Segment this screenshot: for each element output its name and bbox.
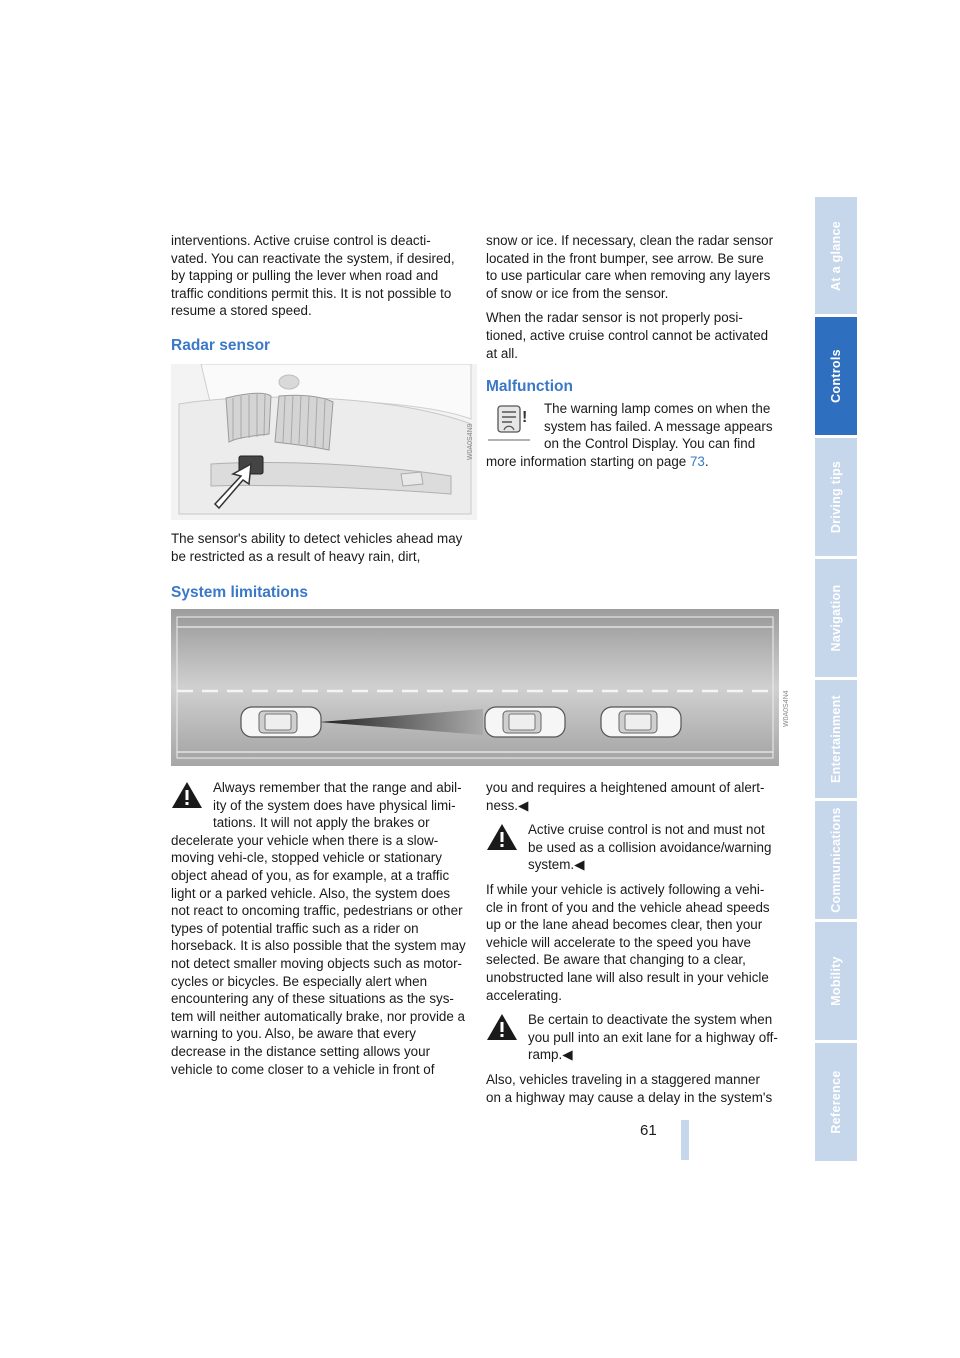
vehicle-far-ahead bbox=[601, 707, 681, 737]
malfunction-heading: Malfunction bbox=[486, 378, 573, 395]
cont-paragraph: snow or ice. If necessary, clean the radar sensor located in the front bumper, see arrow. Be sure to use particular care when removing any layers of snow or ice from the sensor. bbox=[486, 233, 774, 301]
tab-communications[interactable]: Communications bbox=[815, 801, 857, 919]
radar-sensor-figure bbox=[171, 364, 477, 520]
page-number-bar bbox=[681, 1120, 689, 1160]
radar-text: The sensor's ability to detect vehicles ahead may be restricted as a result of heavy rain, dirt, bbox=[171, 531, 463, 564]
page-number: 61 bbox=[640, 1122, 657, 1139]
tab-mobility[interactable]: Mobility bbox=[815, 922, 857, 1040]
tab-driving-tips[interactable]: Driving tips bbox=[815, 438, 857, 556]
vehicle-ahead bbox=[485, 707, 565, 737]
warning-paragraph-3: Be certain to deactivate the system when you pull into an exit lane for a highway off-ramp.◀ bbox=[528, 1012, 778, 1063]
warning-paragraph-2: Active cruise control is not and must not be used as a collision avoidance/warning system.◀ bbox=[528, 822, 772, 873]
tab-at-a-glance[interactable]: At a glance bbox=[815, 197, 857, 314]
position-paragraph: When the radar sensor is not properly posi-tioned, active cruise control cannot be activated at all. bbox=[486, 310, 769, 361]
warning-triangle-icon bbox=[171, 781, 207, 817]
warning-triangle-icon bbox=[486, 1013, 522, 1049]
section-tabs bbox=[815, 197, 857, 1161]
system-limitations-heading: System limitations bbox=[171, 584, 308, 601]
malfunction-text: The warning lamp comes on when the system has failed. A message appears on the Control Display. You can find more information starting on page 73. bbox=[486, 401, 773, 469]
warning-paragraph-1-cont: you and requires a heightened amount of alert-ness.◀ bbox=[486, 780, 765, 813]
figure-code: W0A0S4N4 bbox=[783, 690, 790, 727]
own-vehicle bbox=[241, 707, 321, 737]
acceleration-paragraph: If while your vehicle is actively following a vehi-cle in front of you and the vehicle ahead speeds up or the lane ahead becomes clear, then your vehicle will accelerate to the speed you have selected. Be aware that changing to a clear, unobstructed lane will also result in your vehicle accelerating. bbox=[486, 881, 770, 1003]
warning-triangle-icon bbox=[486, 823, 522, 859]
car-front-illustration bbox=[171, 364, 477, 520]
radar-sensor-heading: Radar sensor bbox=[171, 337, 271, 354]
page-link-73[interactable]: 73 bbox=[689, 453, 705, 469]
tab-entertainment[interactable]: Entertainment bbox=[815, 680, 857, 798]
warning-paragraph-1: Always remember that the range and abil-ity of the system does have physical limi-tations. It will not apply the brakes or decelerate your vehicle when there is a slow-moving vehi-cle, stopped vehicle or stationary object ahead of you, as for example, at a traffic light or a parked vehicle. Also, the system does not react to oncoming traffic, pedestrians or other types of potential traffic such as a rider on horseback. It is also possible that the system may not detect smaller moving objects such as motor-cycles or bicycles. Be especially alert when encountering any of these situations as the sys-tem will neither automatically brake, nor provide a warning to you. Also, be aware that every decrease in the distance setting allows your vehicle to come closer to a vehicle in front of bbox=[171, 780, 466, 1077]
tab-controls[interactable]: Controls bbox=[815, 317, 857, 435]
figure-code: W0A0S4N9 bbox=[467, 423, 474, 460]
road-diagram bbox=[171, 609, 790, 766]
intro-paragraph: interventions. Active cruise control is deacti-vated. You can reactivate the system, if desired, by tapping or pulling the lever when road and traffic conditions permit this. It is not possible to resume a stored speed. bbox=[171, 233, 455, 319]
staggered-paragraph: Also, vehicles traveling in a staggered manner on a highway may cause a delay in the system's bbox=[486, 1071, 773, 1105]
warning-lamp-icon bbox=[486, 400, 534, 442]
tab-reference[interactable]: Reference bbox=[815, 1043, 857, 1161]
svg-text:!: ! bbox=[522, 409, 528, 426]
tab-navigation[interactable]: Navigation bbox=[815, 559, 857, 677]
